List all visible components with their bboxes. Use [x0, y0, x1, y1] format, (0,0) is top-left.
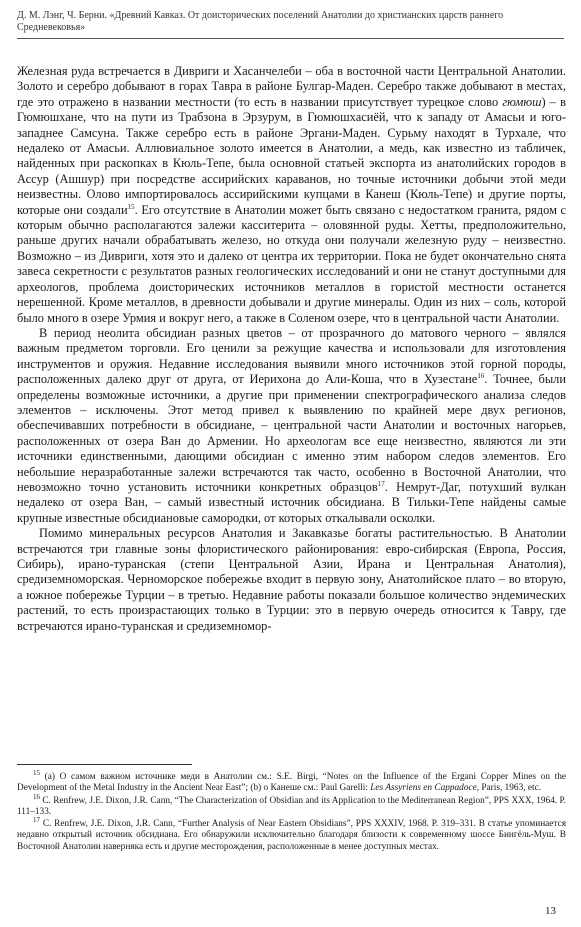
- footnote-16-number: 16: [33, 792, 40, 801]
- footnote-15-text-a: (а) О самом важном источнике меди в Анатолии см.: S.E. Birgi, “Notes on the Influence of the Ergani Copper Mines on the Development of the Metal Industry in the Ancient Near East”; (b) о Канеше см.: Paul Garelli:: [17, 772, 566, 794]
- footnote-ref-17[interactable]: 17: [377, 479, 385, 488]
- paragraph-obsidian: [17, 326, 566, 526]
- footnote-15-number: 15: [33, 768, 40, 777]
- footnote-ref-15[interactable]: 15: [127, 202, 135, 211]
- paragraph-obsidian-part-a: В период неолита обсидиан разных цветов – от прозрачного до матового черного – являлся важным предметом торговли. Его ценили за режущие качества и использовали для изготовления инструментов и оружия. Недавние исследования выявили много источников этой горной породы, расположенных далеко друг от друга, от Иерихона до Али-Коша, что в Хузестане: [17, 325, 566, 387]
- footnote-15-text-b: , Paris, 1963, etc.: [476, 783, 542, 794]
- footnote-15: [17, 768, 566, 795]
- footnote-15-title: Les Assyriens en Cappadoce: [370, 783, 477, 794]
- footnote-17: [17, 816, 566, 853]
- main-text: [17, 64, 566, 634]
- footnote-16: [17, 792, 566, 819]
- footnotes: [17, 768, 566, 854]
- page-number: 13: [545, 905, 556, 917]
- paragraph-metals: [17, 64, 566, 326]
- paragraph-metals-emphasis: гюмюш: [502, 94, 542, 109]
- paragraph-obsidian-part-c: . Немрут-Даг, потухший вулкан недалеко от озера Ван, – самый известный источник обсидиана. В Тильки-Тепе найдены самые крупные известные обсидиановые самородки, от которых откалывали осколки.: [17, 479, 566, 525]
- footnote-ref-16[interactable]: 16: [477, 372, 485, 380]
- running-header: [17, 10, 564, 39]
- running-header-text: Д. М. Лэнг, Ч. Берни. «Древний Кавказ. От доисторических поселений Анатолии до христианских царств раннего Средневековья»: [17, 10, 504, 33]
- paragraph-vegetation: Помимо минеральных ресурсов Анатолия и Закавказье богаты растительностью. В Анатолии встречаются три главные зоны флористического районирования: евро-сибирская (Европа, Россия, Сибирь), ирано-туранская (степи Центральной Азии, Ирана и Центральная Анатолия), средиземноморская. Черноморское побережье входит в первую зону, Анатолийское плато – во вторую, а южное побережье Турции – в третью. Недавние работы показали большое количество эндемических растений, то есть произрастающих только в Турции: это в первую очередь относится к Тавру, где встречаются ирано-туранская и средиземномор-: [17, 526, 566, 633]
- footnote-16-text: C. Renfrew, J.E. Dixon, J.R. Cann, “The Characterization of Obsidian and its Application to the Mediterranean Region”, PPS XXX, 1964. P. 111–133.: [17, 795, 566, 817]
- paragraph-metals-part-c: . Его отсутствие в Анатолии может быть связано с недостатком гранита, рядом с которым обычно располагаются залежи касситерита – оловянной руды. Хетты, предположительно, раньше других начали обрабатывать железо, но откуда они получали железную руду – неизвестно. Возможно – из Дивриги, хотя это и далеко от центра их территории. Пока не будет окончательно снята завеса секретности с результатов разных геологических исследований и они не станут доступными для археологов, проблема доисторических источников металлов в гористой местности останется нерешенной. Кроме металлов, в древности добывали и другие минералы. Один из них – соль, которой было много в озере Урмия и вокруг него, а также в Соленом озере, что в центральной части Анатолии.: [17, 202, 567, 325]
- paragraph-metals-part-a: Железная руда встречается в Дивриги и Хасанчелеби – оба в восточной части Центральной Анатолии. Золото и серебро добывают в горах Тавра в районе Булгар-Маден. Серебро также добывают в местах, где это отражено в названии местности (то есть в названии присутствует турецкое слово: [17, 64, 566, 109]
- paragraph-metals-part-b: ) – в Гюмюшхане, что на пути из Трабзона в Эрзурум, в Гюмюшхасиёй, что к западу от Амасьи и юго-западнее Самсуна. Также серебро есть в районе Эргани-Маден. Сурьму находят в Турхале, что недалеко от Амасьи. Аллювиальное золото имеется в Анатолии, а медь, как известно из табличек, найденных при раскопках в Кюль-Тепе, была основной статьей экспорта из анатолийских городов в Ассур (Ашшур) при посредстве ассирийских караванов, но точные источники добычи этой меди неизвестны. Олово импортировалось ассирийскими купцами в Канеш (Кюль-Тепе) и другие порты, которые они создали: [17, 94, 566, 217]
- footnote-17-text: C. Renfrew, J.E. Dixon, J.R. Cann, “Further Analysis of Near Eastern Obsidians”, PPS XXXIV, 1968. P. 319–331. В статье упоминается недавно открытый источник обсидиана. Его обнаружили исключительно благодаря близости к современному шоссе Бингёль-Муш. В Восточной Анатолии наверняка есть и другие месторождения, расположенные в менее доступных местах.: [17, 819, 566, 852]
- footnote-divider: [17, 764, 192, 765]
- footnote-17-number: 17: [33, 816, 40, 825]
- paragraph-obsidian-part-b: . Точнее, были определены возможные источники, а другие при применении спектрографического анализа следов элементов – исключены. Этот метод привел к выявлению по крайней мере двух регионов, обеспечивавших потребности в обсидиане, – центральной части Анатолии и восточных нагорьев, расположенных от озера Ван до Армении. Но археологам все еще неизвестно, являются ли эти источники единственными, дающими обсидиан с именно этим набором следов элементов. Его небольшие неразработанные залежи встречаются так часто, особенно в Восточной Анатолии, что невозможно точно установить источники конкретных образцов: [17, 372, 566, 494]
